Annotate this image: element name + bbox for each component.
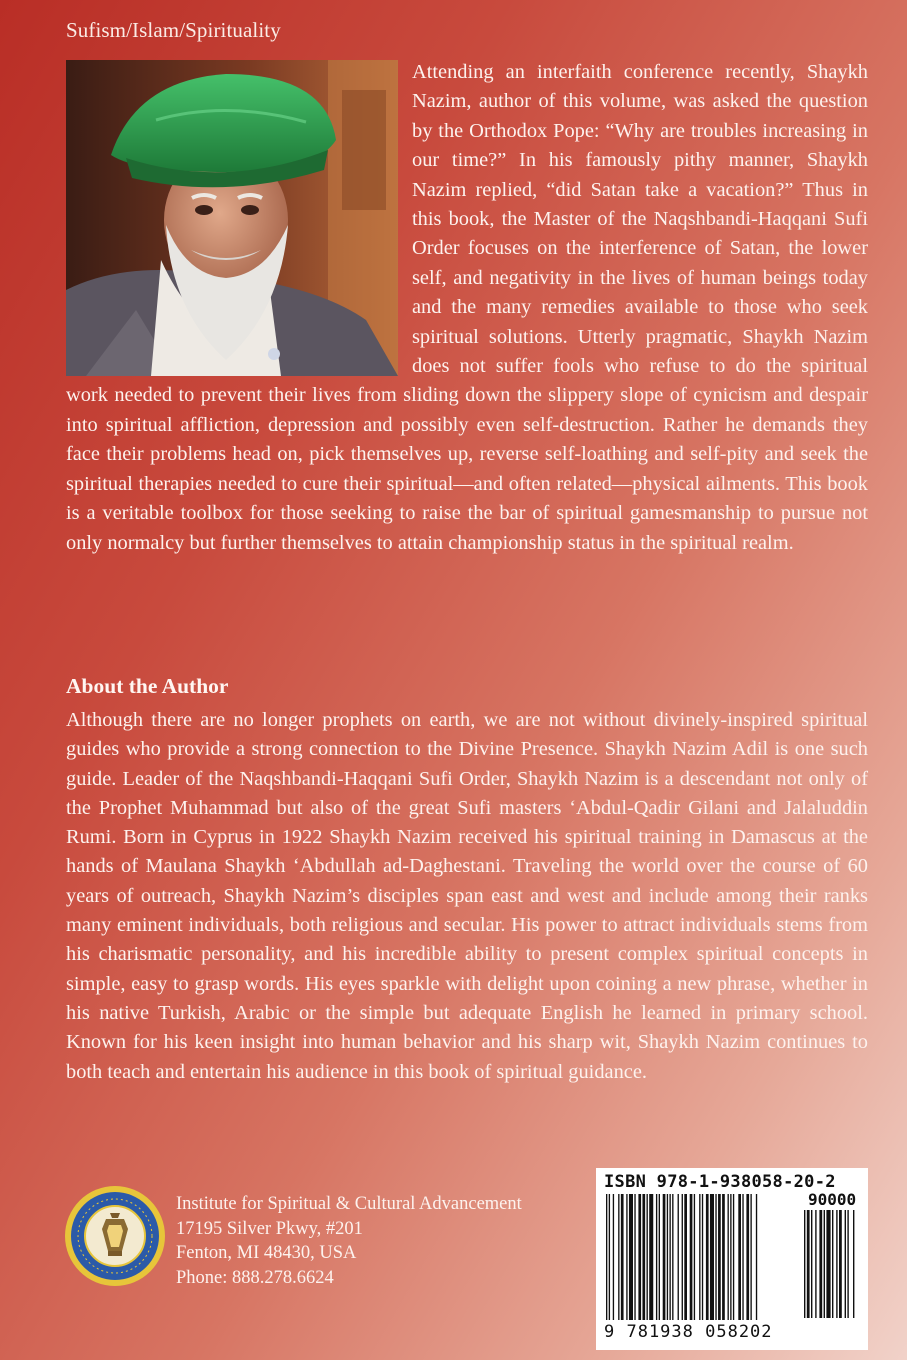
barcode-bar [715,1194,716,1320]
publisher-address-line-1: 17195 Silver Pkwy, #201 [176,1218,363,1239]
barcode-bar [699,1194,700,1320]
barcode-bar [634,1194,635,1320]
barcode-bar [682,1194,683,1320]
barcode-bar [678,1194,679,1320]
barcode-bar [853,1210,854,1318]
barcode-bar [647,1194,648,1320]
barcode-bar [730,1194,731,1320]
barcode-bar [738,1194,741,1320]
barcode-bar [746,1194,749,1320]
barcode-bar [804,1210,805,1318]
barcode-bar [613,1194,614,1320]
barcode-bar [618,1194,619,1320]
book-description [66,58,868,558]
barcode-bar [629,1194,633,1320]
barcode-bar [733,1194,734,1320]
category-label: Sufism/Islam/Spirituality [66,18,281,42]
barcode-bar [819,1210,822,1318]
barcode-bar [710,1194,714,1320]
barcode-bar [839,1210,842,1318]
barcode-bar [659,1194,660,1320]
barcode-bar [621,1194,624,1320]
barcode-bar [706,1194,709,1320]
barcode-bar [694,1194,695,1320]
barcode-bar [626,1194,627,1320]
publisher-info [176,1192,522,1290]
price-code: 90000 [808,1190,857,1209]
barcode-bar [832,1210,833,1318]
publisher-name: Institute for Spiritual & Cultural Advancement [176,1194,522,1214]
barcode-bar [826,1210,830,1318]
barcode-bar [742,1194,743,1320]
barcode-bar [845,1210,846,1318]
isbn-number: ISBN 978-1-938058-20-2 [604,1172,836,1192]
barcode-bar [847,1210,848,1318]
photo-wrap-space [66,58,412,380]
barcode-bar [667,1194,668,1320]
barcode-bar [811,1210,812,1318]
barcode-bar [609,1194,610,1320]
barcode-bar [672,1194,673,1320]
barcode-bar [728,1194,729,1320]
barcode-bar [756,1194,757,1320]
publisher-address-line-2: Fenton, MI 48430, USA [176,1243,357,1264]
barcode-bar [669,1194,670,1320]
barcode-bar [642,1194,645,1320]
barcode-bar [702,1194,703,1320]
about-author-text: Although there are no longer prophets on earth, we are not without divinely-inspired spiritual guides who provide a strong connection to the Divine Presence. Shaykh Nazim Adil is one such guide. Leader of the Naqshbandi-Haqqani Sufi Order, Shaykh Nazim is a descendant not only of the Prophet Muhammad but also of the great Sufi masters ‘Abdul-Qadir Gilani and Jalaluddin Rumi. Born in Cyprus in 1922 Shaykh Nazim received his spiritual training in Damascus at the hands of Maulana Shaykh ‘Abdullah ad-Daghestani. Traveling the world over the course of 60 years of outreach, Shaykh Nazim’s disciples span east and west and include among their ranks many eminent individuals, both religious and secular. His power to attract individuals stems from his charismatic personality, and his incredible ability to present complex spiritual concepts in simple, easy to grasp words. His eyes sparkle with delight upon coining a new phrase, whether in his native Turkish, Arabic or the simple but adequate English he learned in primary school. Known for his keen insight into human behavior and his sharp wit, Shaykh Nazim continues to both teach and entertain his audience in this book of spiritual guidance. [66,709,868,1083]
barcode-bar [638,1194,641,1320]
barcode-bar [649,1194,653,1320]
barcode-bar [656,1194,657,1320]
barcode-bar [718,1194,721,1320]
barcode-bar [663,1194,666,1320]
barcode-bar [684,1194,687,1320]
addon-bars [804,1210,860,1320]
lantern-seal-icon [64,1185,166,1287]
barcode-bar [722,1194,725,1320]
barcode-bar [750,1194,751,1320]
isbn-barcode [596,1168,868,1350]
publisher-phone: Phone: 888.278.6624 [176,1267,334,1288]
barcode-digits: 9 781938 058202 [604,1322,773,1342]
barcode-bar [690,1194,693,1320]
barcode-bar [807,1210,810,1318]
barcode-bar [824,1210,825,1318]
barcode-bar [836,1210,837,1318]
ean13-bars [606,1194,800,1322]
barcode-bar [606,1194,607,1320]
barcode-bar [815,1210,816,1318]
book-description-text: Attending an interfaith conference recently, Shaykh Nazim, author of this volume, was asked the question by the Orthodox Pope: “Why are troubles increasing in our time?” In his famously pithy manner, Shaykh Nazim replied, “did Satan take a vacation?” Thus in this book, the Master of the Naqshbandi-Haqqani Sufi Order focuses on the interference of Satan, the lower self, and negativity in the lives of human beings today and the many remedies available to those who seek spiritual solutions. Utterly pragmatic, Shaykh Nazim does not suffer fools who refuse to do the spiritual work needed to prevent their lives from sliding down the slippery slope of cynicism and despair into spiritual affliction, depression and possibly even self-destruction. Rather he demands they face their problems head on, pick themselves up, reverse self-loathing and self-pity and seek the spiritual therapies needed to cure their spiritual—and often related—physical ailments. This book is a veritable toolbox for those seeking to raise the bar of spiritual gamesmanship to pursue not only normalcy but further themselves to attain championship status in the spiritual realm. [66,61,868,554]
publisher-seal-logo [64,1185,166,1287]
about-author-heading: About the Author [66,674,229,698]
